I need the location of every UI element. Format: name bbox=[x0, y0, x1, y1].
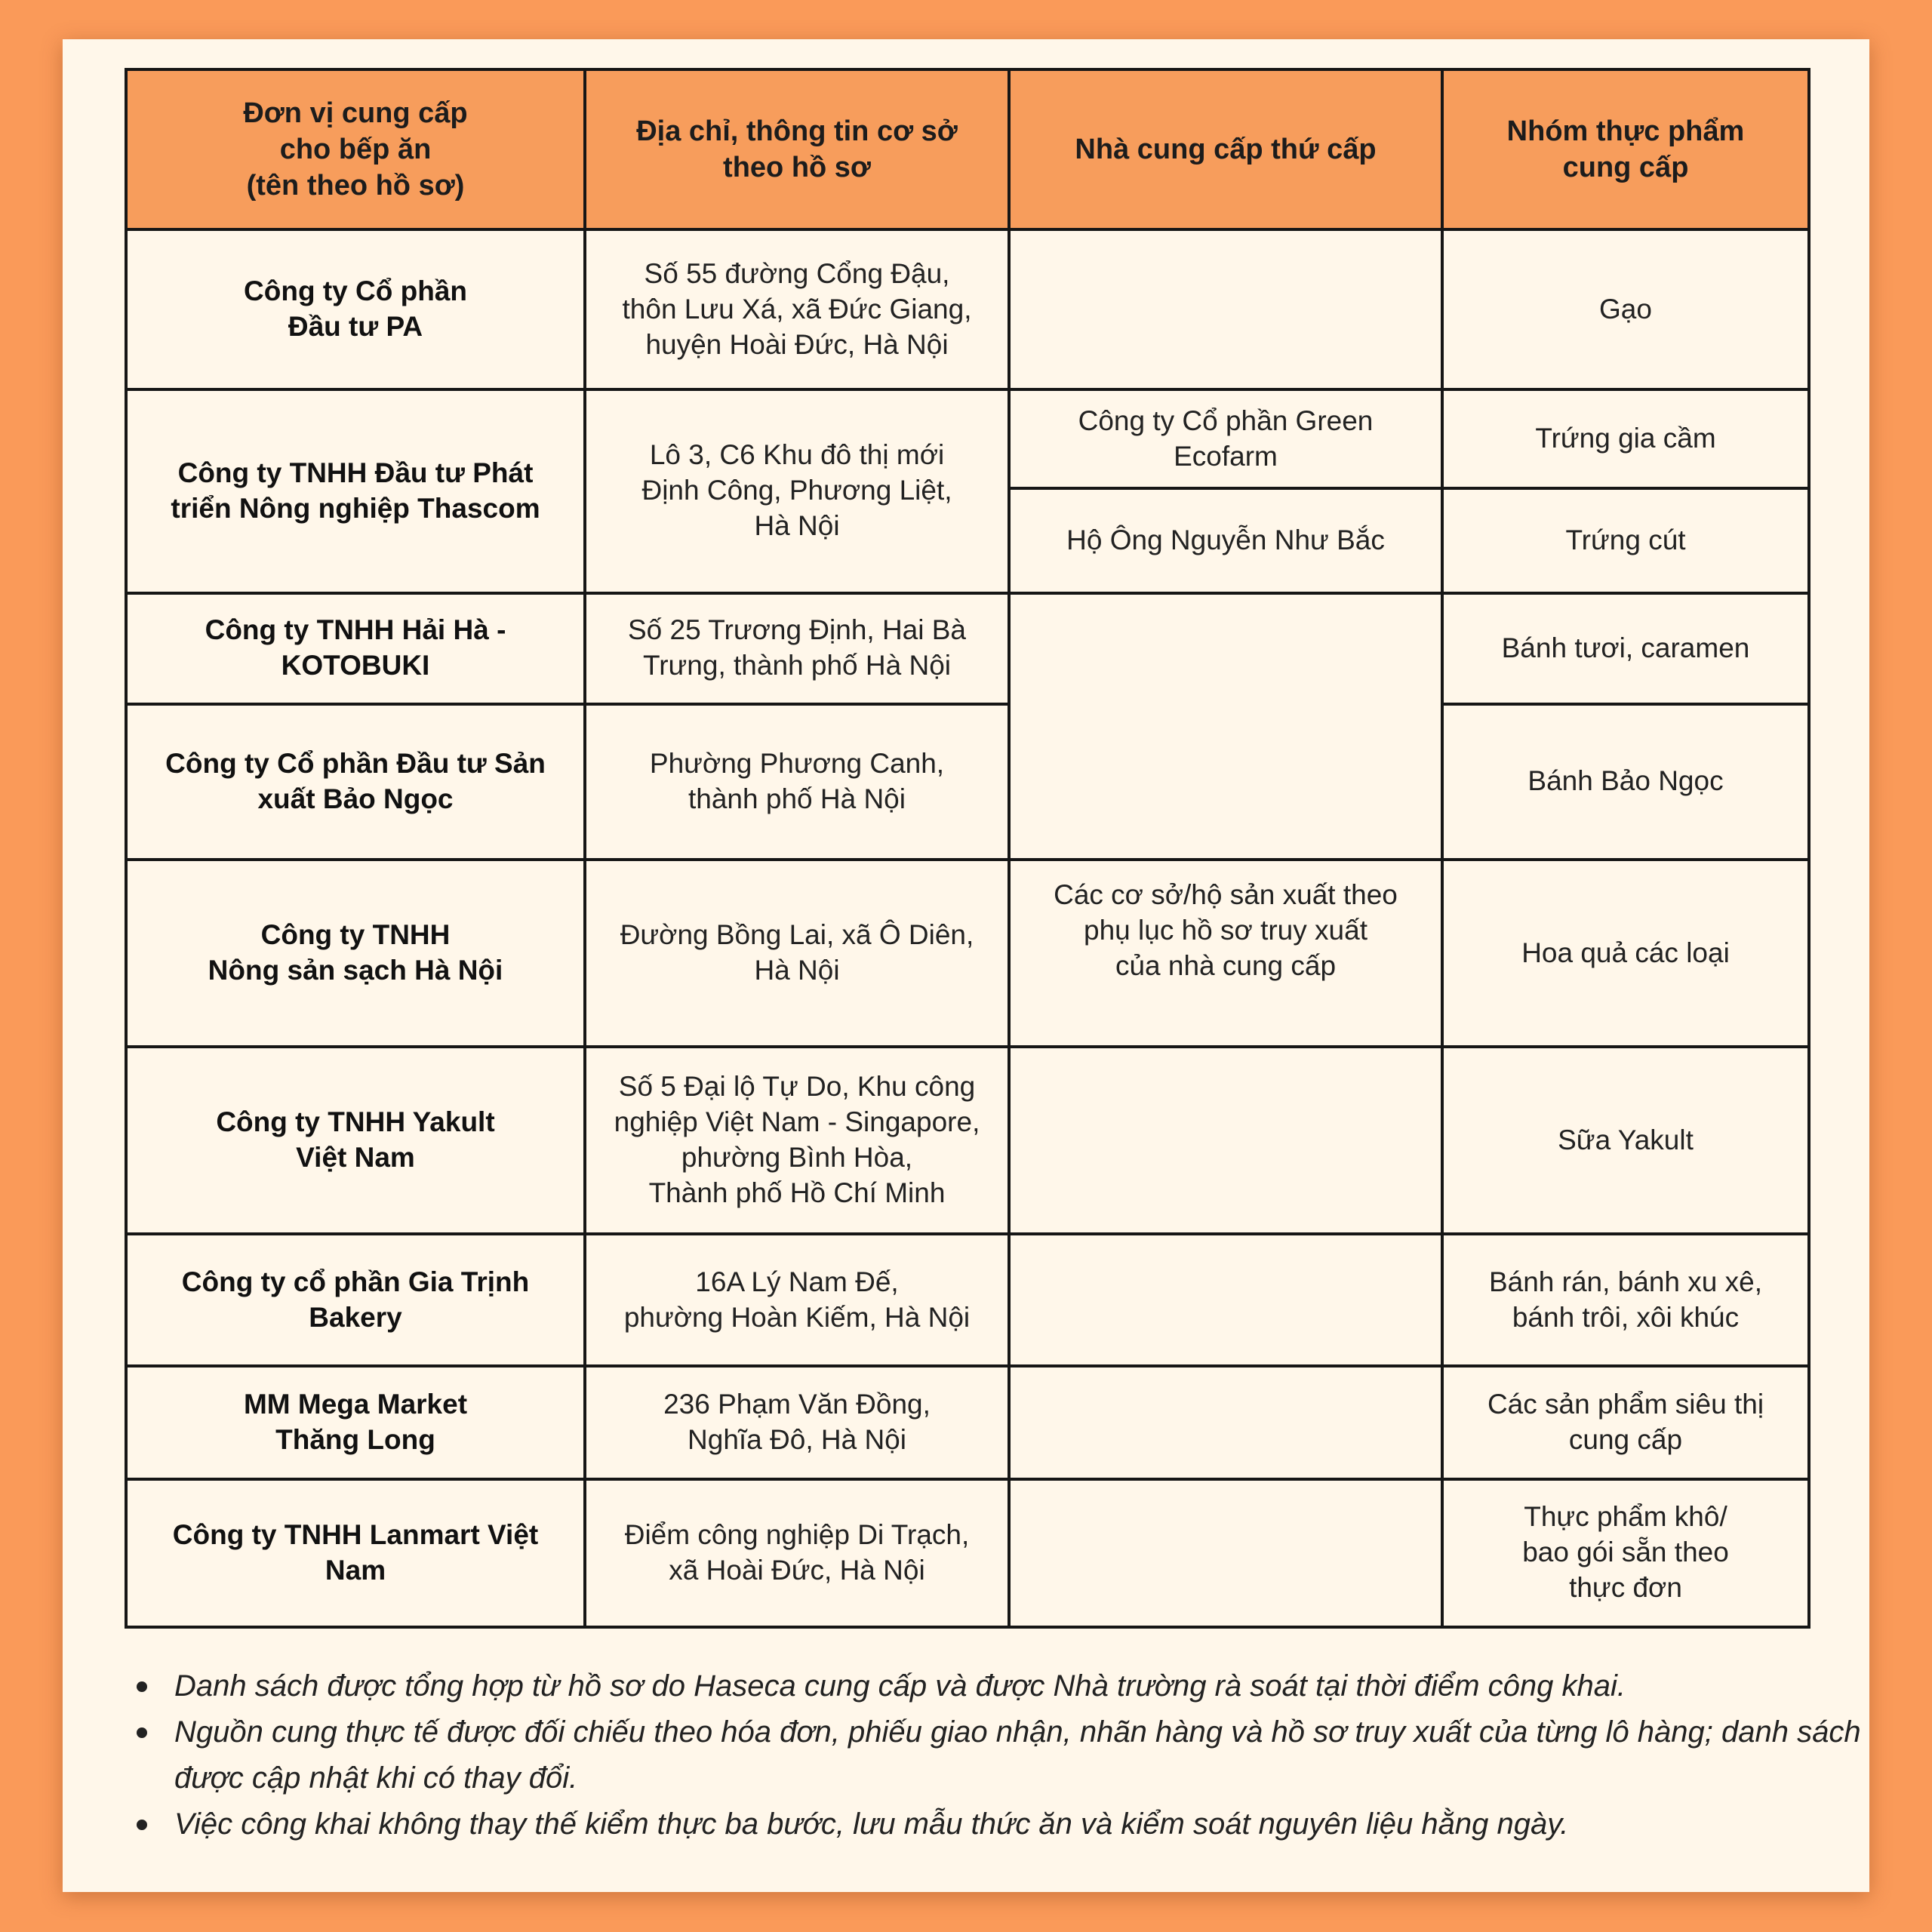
address-cell: Số 25 Trương Định, Hai Bà Trưng, thành phố Hà Nội bbox=[585, 593, 1009, 704]
header-secondary-supplier: Nhà cung cấp thứ cấp bbox=[1009, 69, 1442, 229]
document-card bbox=[63, 39, 1869, 1892]
supplier-table bbox=[125, 68, 1810, 1629]
secondary-supplier-cell bbox=[1009, 1479, 1442, 1627]
provider-cell: Công ty TNHH Yakult Việt Nam bbox=[126, 1047, 585, 1234]
address-cell: 236 Phạm Văn Đồng, Nghĩa Đô, Hà Nội bbox=[585, 1366, 1009, 1479]
food-group-cell: Hoa quả các loại bbox=[1442, 860, 1809, 1047]
header-provider: Đơn vị cung cấp cho bếp ăn (tên theo hồ sơ) bbox=[126, 69, 585, 229]
provider-cell: Công ty TNHH Lanmart Việt Nam bbox=[126, 1479, 585, 1627]
provider-cell: Công ty TNHH Nông sản sạch Hà Nội bbox=[126, 860, 585, 1047]
secondary-supplier-cell bbox=[1009, 1047, 1442, 1234]
table-row bbox=[126, 593, 1809, 704]
food-group-cell: Trứng cút bbox=[1442, 488, 1809, 592]
food-group-cell: Bánh Bảo Ngọc bbox=[1442, 704, 1809, 860]
provider-cell: Công ty TNHH Đầu tư Phát triển Nông nghiệp Thascom bbox=[126, 389, 585, 592]
secondary-supplier-cell: Các cơ sở/hộ sản xuất theo phụ lục hồ sơ truy xuất của nhà cung cấp bbox=[1009, 860, 1442, 1047]
address-cell: Số 5 Đại lộ Tự Do, Khu công nghiệp Việt Nam - Singapore, phường Bình Hòa, Thành phố Hồ Chí Minh bbox=[585, 1047, 1009, 1234]
header-food-group: Nhóm thực phẩm cung cấp bbox=[1442, 69, 1809, 229]
provider-cell: Công ty Cổ phần Đầu tư PA bbox=[126, 229, 585, 389]
address-cell: Lô 3, C6 Khu đô thị mới Định Công, Phương Liệt, Hà Nội bbox=[585, 389, 1009, 592]
note-item: Nguồn cung thực tế được đối chiếu theo hóa đơn, phiếu giao nhận, nhãn hàng và hồ sơ truy xuất của từng lô hàng; danh sách được cập nhật khi có thay đổi. bbox=[174, 1709, 1865, 1801]
secondary-supplier-cell: Công ty Cổ phần Green Ecofarm bbox=[1009, 389, 1442, 488]
address-cell: 16A Lý Nam Đế, phường Hoàn Kiếm, Hà Nội bbox=[585, 1234, 1009, 1365]
provider-cell: Công ty cổ phần Gia Trịnh Bakery bbox=[126, 1234, 585, 1365]
secondary-supplier-cell bbox=[1009, 1234, 1442, 1365]
table-row bbox=[126, 860, 1809, 1047]
table-row bbox=[126, 389, 1809, 488]
address-cell: Phường Phương Canh, thành phố Hà Nội bbox=[585, 704, 1009, 860]
secondary-supplier-cell: Hộ Ông Nguyễn Như Bắc bbox=[1009, 488, 1442, 592]
food-group-cell: Các sản phẩm siêu thị cung cấp bbox=[1442, 1366, 1809, 1479]
table-row bbox=[126, 1234, 1809, 1365]
food-group-cell: Gạo bbox=[1442, 229, 1809, 389]
table-row bbox=[126, 229, 1809, 389]
note-item: Danh sách được tổng hợp từ hồ sơ do Haseca cung cấp và được Nhà trường rà soát tại thời điểm công khai. bbox=[174, 1663, 1865, 1709]
note-item: Việc công khai không thay thế kiểm thực ba bước, lưu mẫu thức ăn và kiểm soát nguyên liệu hằng ngày. bbox=[174, 1801, 1865, 1847]
provider-cell: MM Mega Market Thăng Long bbox=[126, 1366, 585, 1479]
header-address: Địa chỉ, thông tin cơ sở theo hồ sơ bbox=[585, 69, 1009, 229]
secondary-supplier-cell bbox=[1009, 593, 1442, 860]
secondary-supplier-cell bbox=[1009, 229, 1442, 389]
provider-cell: Công ty Cổ phần Đầu tư Sản xuất Bảo Ngọc bbox=[126, 704, 585, 860]
secondary-supplier-cell bbox=[1009, 1366, 1442, 1479]
food-group-cell: Thực phẩm khô/ bao gói sẵn theo thực đơn bbox=[1442, 1479, 1809, 1627]
table-row bbox=[126, 1479, 1809, 1627]
food-group-cell: Bánh rán, bánh xu xê, bánh trôi, xôi khúc bbox=[1442, 1234, 1809, 1365]
food-group-cell: Trứng gia cầm bbox=[1442, 389, 1809, 488]
table-header-row bbox=[126, 69, 1809, 229]
food-group-cell: Sữa Yakult bbox=[1442, 1047, 1809, 1234]
address-cell: Số 55 đường Cổng Đậu, thôn Lưu Xá, xã Đức Giang, huyện Hoài Đức, Hà Nội bbox=[585, 229, 1009, 389]
food-group-cell: Bánh tươi, caramen bbox=[1442, 593, 1809, 704]
address-cell: Đường Bồng Lai, xã Ô Diên, Hà Nội bbox=[585, 860, 1009, 1047]
address-cell: Điểm công nghiệp Di Trạch, xã Hoài Đức, Hà Nội bbox=[585, 1479, 1009, 1627]
table-row bbox=[126, 1366, 1809, 1479]
table-row bbox=[126, 1047, 1809, 1234]
notes-list bbox=[125, 1663, 1865, 1847]
provider-cell: Công ty TNHH Hải Hà - KOTOBUKI bbox=[126, 593, 585, 704]
table-row bbox=[126, 704, 1809, 860]
